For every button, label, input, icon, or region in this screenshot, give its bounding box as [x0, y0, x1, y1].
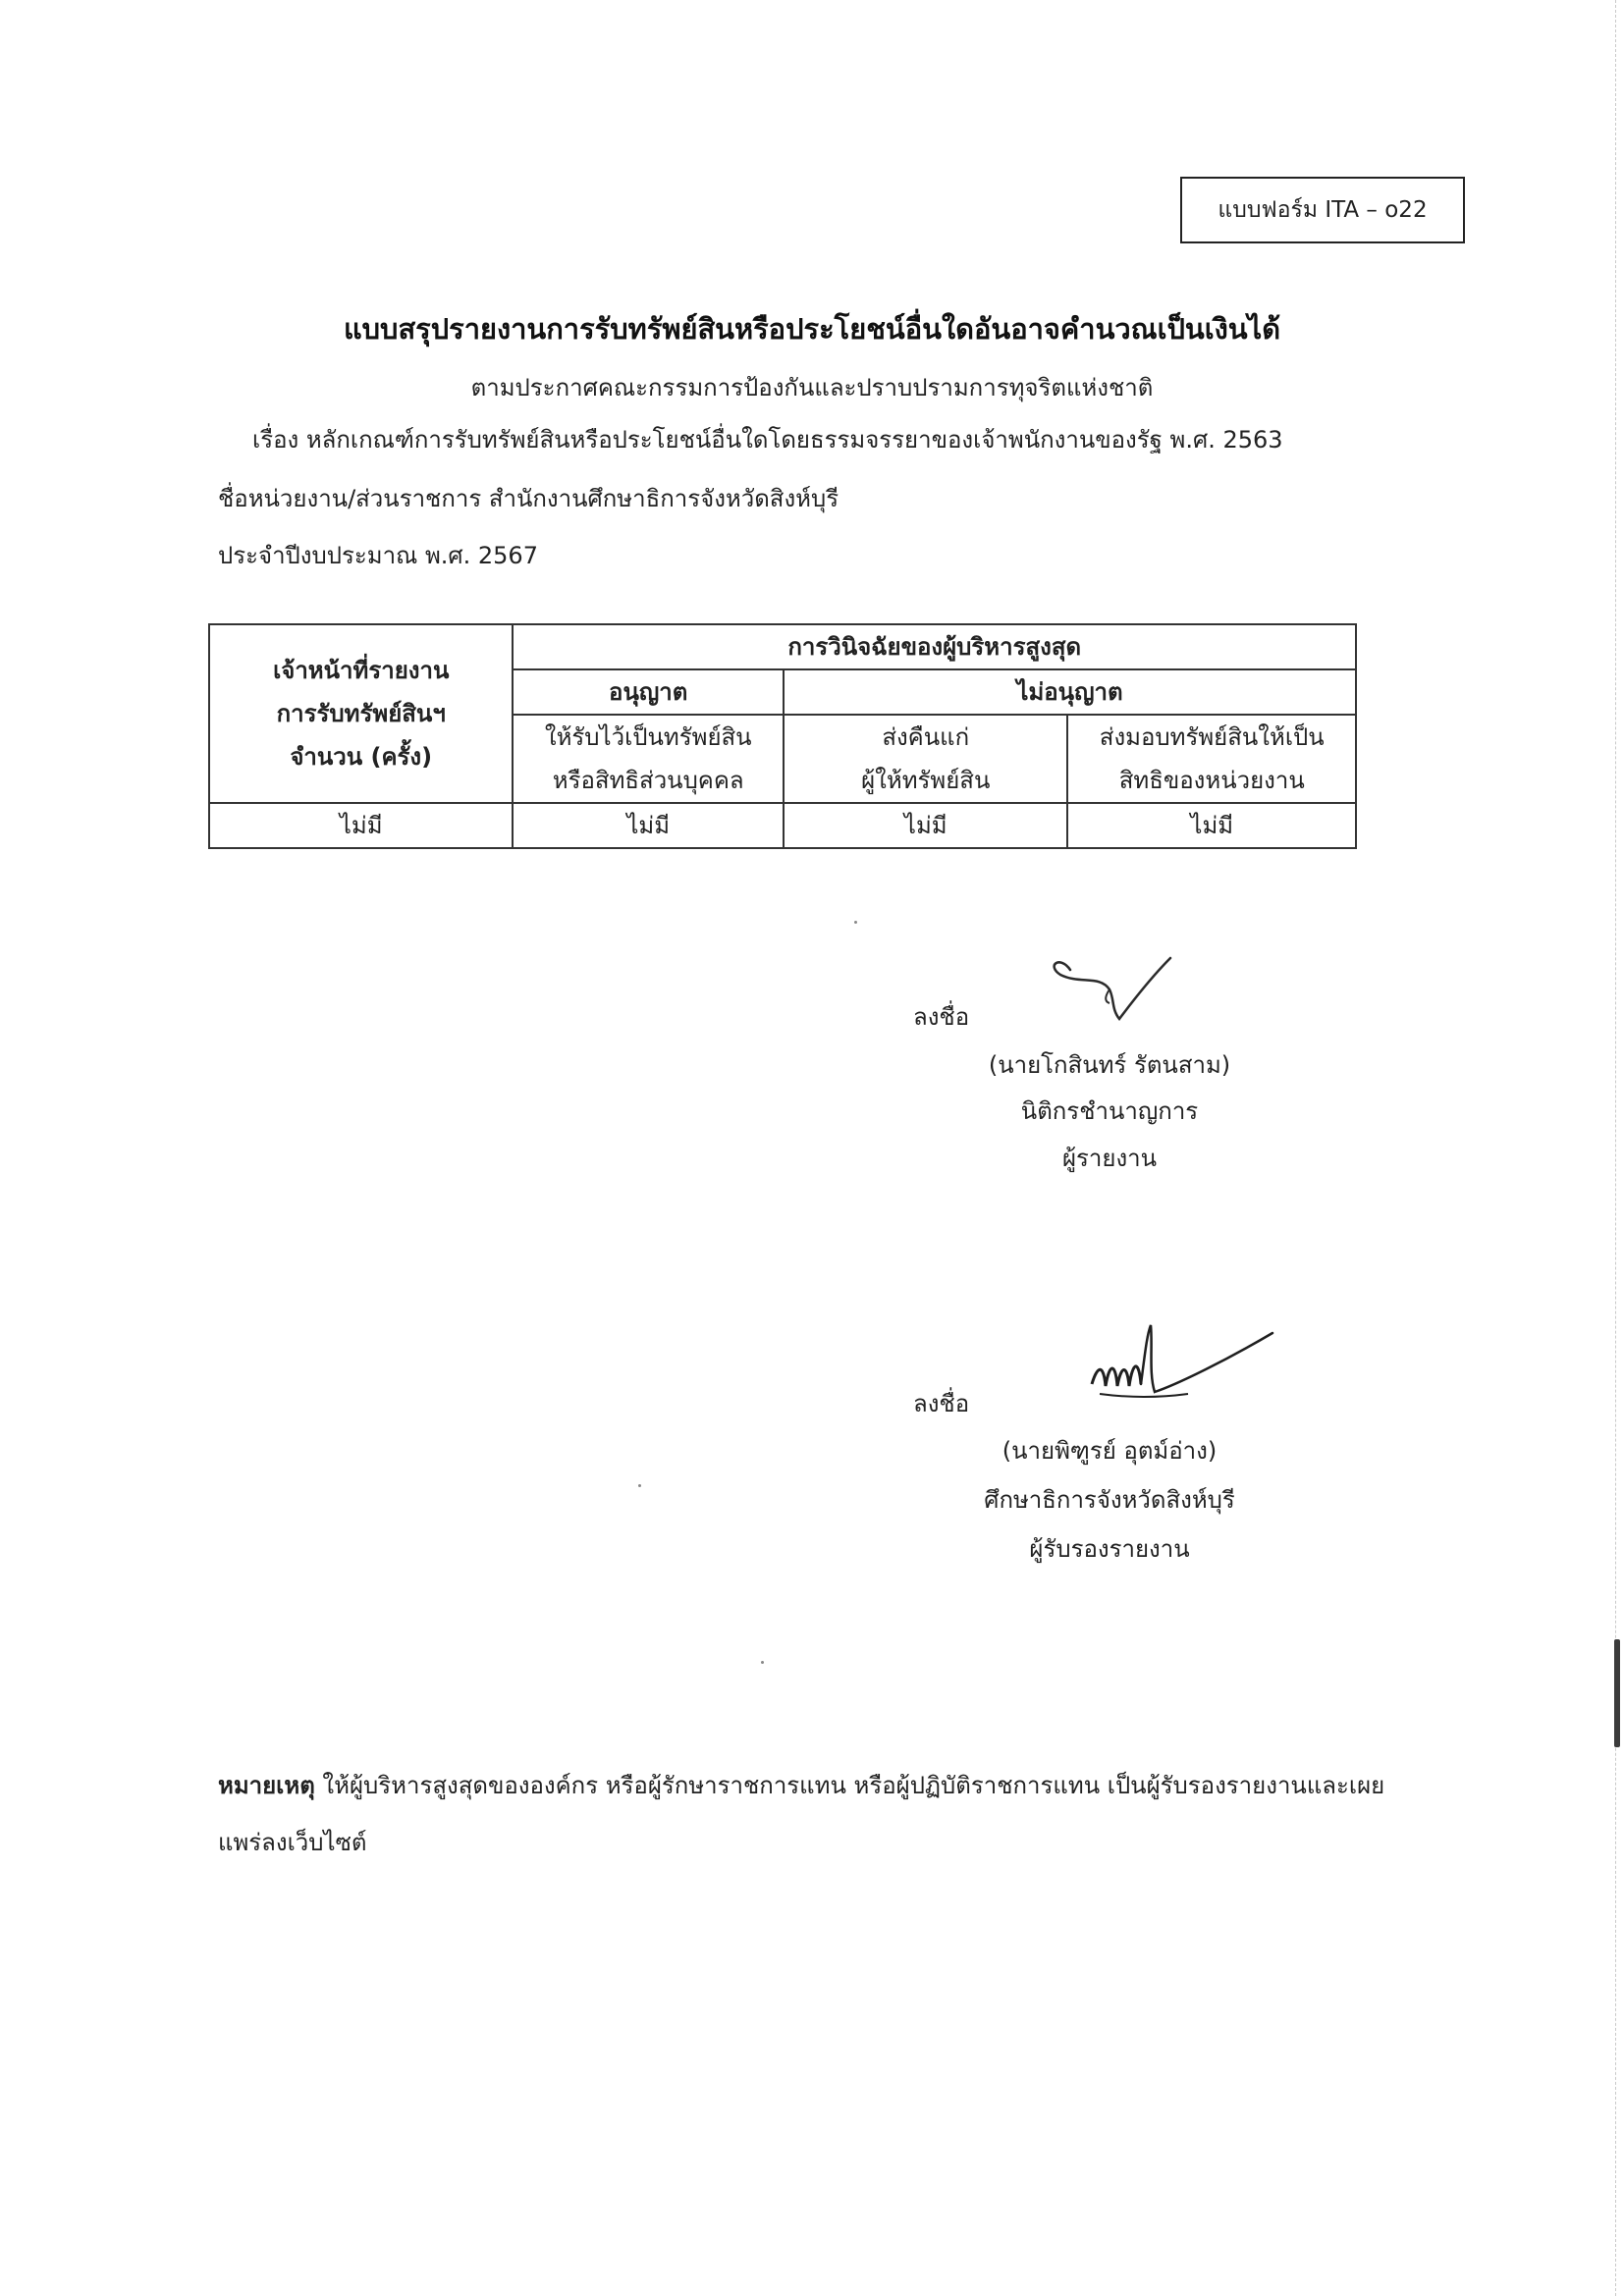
signer-1-position: นิติกรชำนาญการ [1020, 1097, 1199, 1125]
footnote [218, 1757, 1396, 1871]
reports-count-header: เจ้าหน้าที่รายงาน การรับทรัพย์สินฯ จำนวน (ครั้ง) [209, 624, 513, 803]
allow-header: อนุญาต [513, 669, 784, 715]
sub-header-return: ส่งคืนแก่ ผู้ให้ทรัพย์สิน [784, 715, 1068, 803]
table-cell: ไม่มี [784, 803, 1068, 848]
scan-speck [761, 1661, 764, 1664]
sub-header-deliver: ส่งมอบทรัพย์สินให้เป็น สิทธิของหน่วยงาน [1067, 715, 1356, 803]
decision-header: การวินิจฉัยของผู้บริหารสูงสุด [513, 624, 1356, 669]
table-cell: ไม่มี [209, 803, 513, 848]
scan-mark [1614, 1639, 1620, 1747]
agency-name: ชื่อหน่วยงาน/ส่วนราชการ สำนักงานศึกษาธิการจังหวัดสิงห์บุรี [218, 485, 839, 512]
signer-1-name: (นายโกสินทร์ รัตนสาม) [988, 1051, 1231, 1079]
document-title: แบบสรุปรายงานการรับทรัพย์สินหรือประโยชน์อื่นใดอันอาจคำนวณเป็นเงินได้ [343, 312, 1281, 346]
report-table [208, 623, 1357, 849]
form-code: แบบฟอร์ม ITA – o22 [1218, 197, 1428, 223]
signer-2-role: ผู้รับรองรายงาน [1029, 1535, 1190, 1563]
signature-1-icon [1041, 950, 1188, 1029]
signer-1-role: ผู้รายงาน [1061, 1145, 1158, 1172]
signer-2-position: ศึกษาธิการจังหวัดสิงห์บุรี [984, 1486, 1235, 1514]
signer-2-name: (นายพิฑูรย์ อุตม์อ่าง) [1001, 1437, 1218, 1465]
scan-speck [638, 1484, 641, 1487]
table-cell: ไม่มี [513, 803, 784, 848]
sub-header-keep: ให้รับไว้เป็นทรัพย์สิน หรือสิทธิส่วนบุคคล [513, 715, 784, 803]
document-subject: เรื่อง หลักเกณฑ์การรับทรัพย์สินหรือประโยชน์อื่นใดโดยธรรมจรรยาของเจ้าพนักงานของรัฐ พ.ศ. 2563 [252, 426, 1283, 454]
scan-speck [854, 921, 857, 924]
table-cell: ไม่มี [1067, 803, 1356, 848]
sign-label-2: ลงชื่อ [913, 1390, 970, 1417]
deny-header: ไม่อนุญาต [784, 669, 1356, 715]
document-subtitle: ตามประกาศคณะกรรมการป้องกันและปราบปรามการทุจริตแห่งชาติ [470, 374, 1154, 401]
form-code-box [1180, 177, 1465, 243]
fiscal-year: ประจำปีงบประมาณ พ.ศ. 2567 [218, 542, 538, 569]
footnote-label: หมายเหตุ [218, 1772, 315, 1799]
sign-label-1: ลงชื่อ [913, 1003, 970, 1031]
footnote-text: ให้ผู้บริหารสูงสุดขององค์กร หรือผู้รักษาราชการแทน หรือผู้ปฏิบัติราชการแทน เป็นผู้รับรองรายงานและเผยแพร่ลงเว็บไซต์ [218, 1772, 1385, 1856]
signature-2-icon [1080, 1315, 1276, 1423]
table-row [209, 803, 1356, 848]
